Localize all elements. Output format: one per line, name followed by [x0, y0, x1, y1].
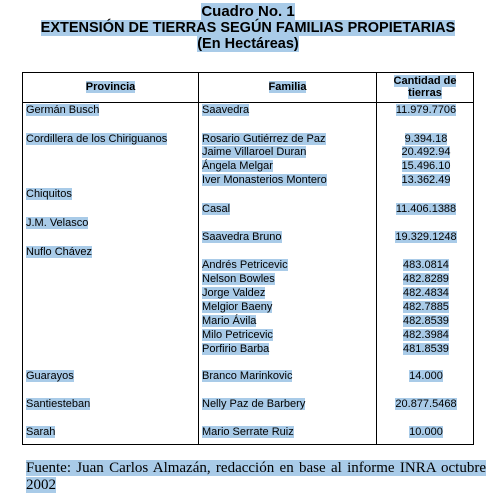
cell-familia — [202, 146, 372, 159]
cell-cantidad — [379, 329, 473, 342]
cell-text: Rosario Gutiérrez de Paz — [202, 133, 326, 145]
cell-text: Porfirio Barba — [202, 343, 270, 355]
cell-provincia — [26, 133, 196, 146]
land-table — [22, 72, 474, 445]
cell-text: 481.8539 — [403, 343, 449, 355]
cell-text: 482.8289 — [403, 273, 449, 285]
cell-familia — [202, 231, 372, 244]
cell-text: 10.000 — [409, 426, 443, 438]
cell-text: Cordillera de los Chiriguanos — [26, 133, 168, 145]
cell-cantidad — [379, 398, 473, 411]
cell-cantidad — [379, 259, 473, 272]
cell-cantidad — [379, 146, 473, 159]
cell-familia — [202, 160, 372, 173]
cell-text: Casal — [202, 203, 231, 215]
cell-provincia — [26, 370, 196, 383]
cell-cantidad — [379, 287, 473, 300]
cell-cantidad — [379, 160, 473, 173]
cell-familia — [202, 343, 372, 356]
cell-text: 482.4834 — [403, 287, 449, 299]
cell-text: Andrés Petricevic — [202, 259, 288, 271]
cell-familia — [202, 301, 372, 314]
cell-text: 482.7885 — [403, 301, 449, 313]
cell-cantidad — [379, 174, 473, 187]
cell-text: Mario Serrate Ruiz — [202, 426, 294, 438]
cell-text: Chiquitos — [26, 188, 72, 200]
cell-provincia — [26, 426, 196, 439]
cell-text: Nelly Paz de Barbery — [202, 398, 306, 410]
cell-text: 13.362.49 — [401, 174, 451, 186]
title-line-1: Cuadro No. 1 — [201, 3, 295, 20]
column-divider — [376, 73, 377, 444]
cell-text: Saavedra Bruno — [202, 231, 282, 243]
cell-cantidad — [379, 315, 473, 328]
cell-text: Melgior Baeny — [202, 301, 273, 313]
cell-text: Jorge Valdez — [202, 287, 266, 299]
cell-text: Guarayos — [26, 370, 74, 382]
header-familia: Familia — [268, 81, 307, 93]
cell-cantidad — [379, 231, 473, 244]
cell-cantidad — [379, 104, 473, 117]
cell-text: Germán Busch — [26, 104, 100, 116]
cell-text: 19.329.1248 — [395, 231, 457, 243]
cell-provincia — [26, 104, 196, 117]
cell-cantidad — [379, 343, 473, 356]
header-divider — [23, 102, 473, 103]
cell-text: Sarah — [26, 426, 56, 438]
cell-text: Mario Ávila — [202, 315, 257, 327]
cell-text: 482.3984 — [403, 329, 449, 341]
cell-text: 11.979.7706 — [395, 104, 457, 116]
cell-text: J.M. Velasco — [26, 217, 89, 229]
cell-cantidad — [379, 426, 473, 439]
cell-text: Iver Monasterios Montero — [202, 174, 327, 186]
cell-provincia — [26, 188, 196, 201]
cell-text: Nuflo Chávez — [26, 246, 93, 258]
cell-text: 482.8539 — [403, 315, 449, 327]
cell-text: 20.877.5468 — [395, 398, 457, 410]
header-cantidad: Cantidad de tierras — [393, 75, 457, 99]
table-title — [0, 4, 496, 52]
cell-text: 483.0814 — [403, 259, 449, 271]
cell-familia — [202, 174, 372, 187]
header-provincia: Provincia — [85, 81, 136, 93]
cell-text: 11.406.1388 — [395, 203, 457, 215]
cell-cantidad — [379, 370, 473, 383]
cell-text: Nelson Bowles — [202, 273, 275, 285]
cell-provincia — [26, 246, 196, 259]
cell-provincia — [26, 217, 196, 230]
title-line-2: EXTENSIÓN DE TIERRAS SEGÚN FAMILIAS PROPIETARIAS — [40, 20, 456, 36]
cell-familia — [202, 370, 372, 383]
source-note: Fuente: Juan Carlos Almazán, redacción en base al informe INRA octubre 2002 — [26, 460, 486, 493]
cell-familia — [202, 133, 372, 146]
cell-familia — [202, 398, 372, 411]
cell-text: Santiesteban — [26, 398, 91, 410]
cell-familia — [202, 259, 372, 272]
column-divider — [198, 73, 199, 444]
cell-text: Jaime Villaroel Duran — [202, 146, 307, 158]
cell-text: Saavedra — [202, 104, 250, 116]
cell-familia — [202, 329, 372, 342]
cell-cantidad — [379, 301, 473, 314]
cell-cantidad — [379, 203, 473, 216]
cell-text: Branco Marinkovic — [202, 370, 293, 382]
cell-familia — [202, 273, 372, 286]
cell-familia — [202, 203, 372, 216]
cell-text: 15.496.10 — [401, 160, 451, 172]
cell-provincia — [26, 398, 196, 411]
cell-cantidad — [379, 273, 473, 286]
cell-familia — [202, 104, 372, 117]
cell-familia — [202, 315, 372, 328]
cell-text: 20.492.94 — [401, 146, 451, 158]
cell-cantidad — [379, 133, 473, 146]
cell-text: 14.000 — [409, 370, 443, 382]
cell-familia — [202, 426, 372, 439]
cell-text: 9.394.18 — [404, 133, 448, 145]
title-line-3: (En Hectáreas) — [197, 36, 299, 52]
cell-text: Milo Petricevic — [202, 329, 273, 341]
cell-familia — [202, 287, 372, 300]
cell-text: Ángela Melgar — [202, 160, 273, 172]
